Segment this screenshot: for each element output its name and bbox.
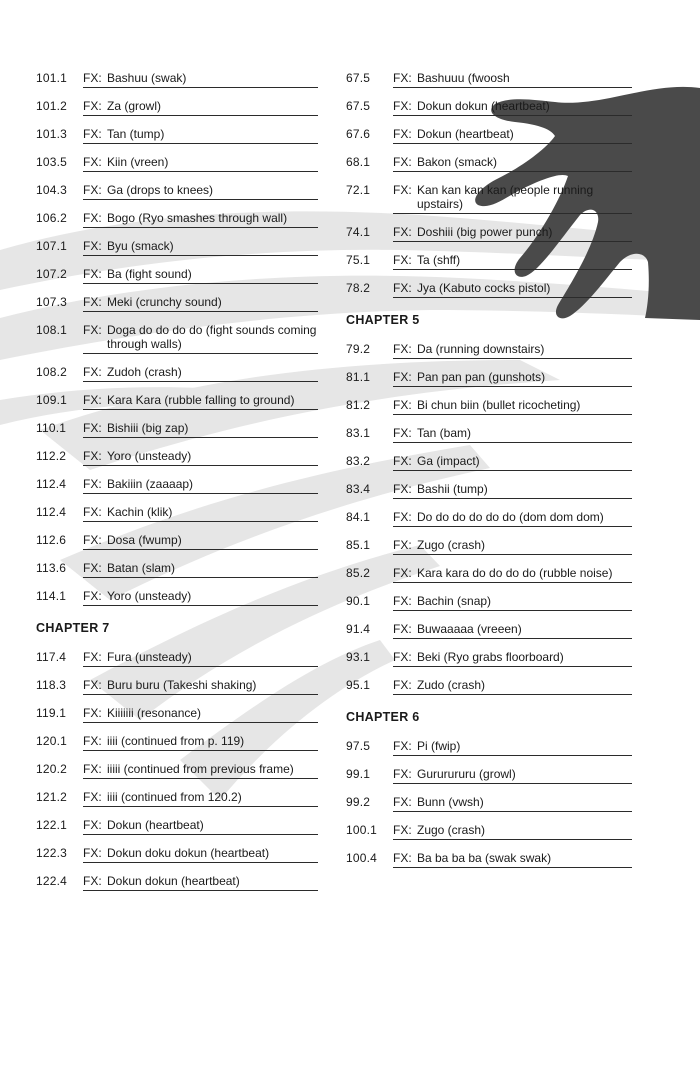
sfx-translation: Zugo (crash) <box>417 538 486 552</box>
page-panel-number: 78.2 <box>346 281 371 295</box>
fx-label: FX: <box>393 71 412 85</box>
sfx-entry <box>346 611 632 639</box>
sfx-entry <box>346 415 632 443</box>
sfx-translation: iiii (continued from p. 119) <box>107 734 245 748</box>
sfx-translation: Yoro (unsteady) <box>107 449 192 463</box>
fx-label: FX: <box>83 393 102 407</box>
fx-label: FX: <box>83 477 102 491</box>
sfx-entry <box>346 387 632 415</box>
sfx-translation: Kachin (klik) <box>107 505 173 519</box>
sfx-translation: Pi (fwip) <box>417 739 461 753</box>
chapter-heading: CHAPTER 5 <box>346 313 420 327</box>
fx-label: FX: <box>393 183 412 197</box>
sfx-translation: Bunn (vwsh) <box>417 795 484 809</box>
fx-label: FX: <box>393 342 412 356</box>
sfx-translation: Bakon (smack) <box>417 155 498 169</box>
sfx-translation: Tan (tump) <box>107 127 165 141</box>
sfx-entry <box>36 312 318 354</box>
sfx-entry <box>346 88 632 116</box>
fx-label: FX: <box>393 594 412 608</box>
page-panel-number: 114.1 <box>36 589 67 603</box>
sfx-translation: Ba (fight sound) <box>107 267 192 281</box>
page-panel-number: 85.2 <box>346 566 371 580</box>
sfx-translation: Beki (Ryo grabs floorboard) <box>417 650 564 664</box>
fx-label: FX: <box>393 155 412 169</box>
fx-label: FX: <box>83 323 102 337</box>
page-panel-number: 107.1 <box>36 239 68 253</box>
fx-label: FX: <box>393 678 412 692</box>
fx-label: FX: <box>393 225 412 239</box>
page-panel-number: 110.1 <box>36 421 67 435</box>
fx-label: FX: <box>83 365 102 379</box>
sfx-entry <box>36 438 318 466</box>
sfx-entry <box>36 284 318 312</box>
sfx-translation: Pan pan pan (gunshots) <box>417 370 546 384</box>
page-panel-number: 79.2 <box>346 342 371 356</box>
fx-label: FX: <box>393 650 412 664</box>
sfx-entry <box>36 723 318 751</box>
sfx-entry <box>36 256 318 284</box>
sfx-translation: Bi chun biin (bullet ricocheting) <box>417 398 581 412</box>
page-panel-number: 81.1 <box>346 370 371 384</box>
fx-label: FX: <box>83 127 102 141</box>
sfx-entry <box>346 527 632 555</box>
sfx-entry <box>346 639 632 667</box>
sfx-translation: Bakiiin (zaaaap) <box>107 477 194 491</box>
page-panel-number: 119.1 <box>36 706 67 720</box>
fx-label: FX: <box>393 426 412 440</box>
page-panel-number: 84.1 <box>346 510 371 524</box>
sfx-translation: Batan (slam) <box>107 561 176 575</box>
sfx-entry <box>346 443 632 471</box>
fx-label: FX: <box>83 818 102 832</box>
sfx-translation: Dokun (heartbeat) <box>417 127 514 141</box>
sfx-entry <box>346 214 632 242</box>
page-panel-number: 122.1 <box>36 818 68 832</box>
page-panel-number: 103.5 <box>36 155 68 169</box>
sfx-entry <box>346 728 632 756</box>
sfx-entry <box>36 667 318 695</box>
sfx-entry <box>346 784 632 812</box>
fx-label: FX: <box>83 505 102 519</box>
sfx-entry <box>36 88 318 116</box>
sfx-entry <box>346 144 632 172</box>
page-panel-number: 72.1 <box>346 183 371 197</box>
page-panel-number: 118.3 <box>36 678 67 692</box>
sfx-translation: Bashuuu (fwoosh <box>417 71 510 85</box>
fx-label: FX: <box>83 706 102 720</box>
sfx-entry <box>36 144 318 172</box>
sfx-translation: Dosa (fwump) <box>107 533 182 547</box>
sfx-translation: Byu (smack) <box>107 239 174 253</box>
page-panel-number: 117.4 <box>36 650 67 664</box>
page-panel-number: 99.2 <box>346 795 371 809</box>
sfx-entry <box>36 116 318 144</box>
sfx-entry <box>36 354 318 382</box>
fx-label: FX: <box>393 510 412 524</box>
fx-label: FX: <box>83 239 102 253</box>
sfx-entry <box>36 807 318 835</box>
fx-label: FX: <box>83 734 102 748</box>
sfx-entry <box>346 840 632 868</box>
sfx-entry <box>346 756 632 784</box>
sfx-entry <box>346 242 632 270</box>
fx-label: FX: <box>393 454 412 468</box>
page-panel-number: 107.3 <box>36 295 68 309</box>
sfx-translation: Kiiiiiii (resonance) <box>107 706 202 720</box>
fx-label: FX: <box>393 482 412 496</box>
sfx-entry <box>346 667 632 695</box>
page-panel-number: 68.1 <box>346 155 371 169</box>
page-panel-number: 122.3 <box>36 846 68 860</box>
sfx-entry <box>36 695 318 723</box>
page-panel-number: 112.6 <box>36 533 67 547</box>
sfx-translation: Meki (crunchy sound) <box>107 295 222 309</box>
sfx-translation: iiii (continued from 120.2) <box>107 790 242 804</box>
page-panel-number: 108.1 <box>36 323 68 337</box>
sfx-translation: Buwaaaaa (vreeen) <box>417 622 522 636</box>
page-panel-number: 101.1 <box>36 71 68 85</box>
fx-label: FX: <box>83 295 102 309</box>
page-panel-number: 108.2 <box>36 365 68 379</box>
sfx-entry <box>346 60 632 88</box>
fx-label: FX: <box>393 127 412 141</box>
sfx-translation: Yoro (unsteady) <box>107 589 192 603</box>
sfx-entry <box>346 331 632 359</box>
page-panel-number: 113.6 <box>36 561 67 575</box>
sfx-entry <box>36 382 318 410</box>
page-panel-number: 122.4 <box>36 874 68 888</box>
sfx-entry <box>36 228 318 256</box>
fx-label: FX: <box>393 851 412 865</box>
sfx-translation: Dokun (heartbeat) <box>107 818 204 832</box>
page-panel-number: 99.1 <box>346 767 371 781</box>
sfx-translation: Ta (shff) <box>417 253 461 267</box>
sfx-entry <box>36 60 318 88</box>
page-panel-number: 100.4 <box>346 851 378 865</box>
fx-label: FX: <box>83 678 102 692</box>
page-panel-number: 91.4 <box>346 622 371 636</box>
chapter-heading: CHAPTER 6 <box>346 710 420 724</box>
fx-label: FX: <box>393 823 412 837</box>
fx-label: FX: <box>83 762 102 776</box>
sfx-entry <box>346 172 632 214</box>
sfx-translation: Zudo (crash) <box>417 678 486 692</box>
sfx-entry <box>36 835 318 863</box>
sfx-translation: Zudoh (crash) <box>107 365 182 379</box>
fx-label: FX: <box>83 650 102 664</box>
page-panel-number: 120.2 <box>36 762 68 776</box>
page-panel-number: 101.2 <box>36 99 68 113</box>
page-panel-number: 93.1 <box>346 650 371 664</box>
fx-label: FX: <box>83 449 102 463</box>
sfx-entry <box>346 812 632 840</box>
sfx-entry <box>346 471 632 499</box>
page-panel-number: 112.2 <box>36 449 67 463</box>
page-panel-number: 97.5 <box>346 739 371 753</box>
sfx-translation: Kara kara do do do do (rubble noise) <box>417 566 613 580</box>
fx-label: FX: <box>83 533 102 547</box>
sfx-entry <box>36 522 318 550</box>
page-panel-number: 104.3 <box>36 183 68 197</box>
sfx-entry <box>36 863 318 891</box>
sfx-translation: Kiin (vreen) <box>107 155 169 169</box>
sfx-translation: Fura (unsteady) <box>107 650 192 664</box>
fx-label: FX: <box>393 370 412 384</box>
sfx-entry <box>36 779 318 807</box>
sfx-translation: Jya (Kabuto cocks pistol) <box>417 281 551 295</box>
fx-label: FX: <box>83 71 102 85</box>
sfx-entry <box>346 270 632 298</box>
fx-label: FX: <box>83 790 102 804</box>
fx-label: FX: <box>393 398 412 412</box>
sfx-translation: Ga (impact) <box>417 454 480 468</box>
sfx-entry <box>36 466 318 494</box>
fx-label: FX: <box>83 421 102 435</box>
page-panel-number: 106.2 <box>36 211 68 225</box>
fx-label: FX: <box>393 566 412 580</box>
sfx-translation: iiiii (continued from previous frame) <box>107 762 294 776</box>
fx-label: FX: <box>393 281 412 295</box>
page-panel-number: 95.1 <box>346 678 371 692</box>
page-panel-number: 81.2 <box>346 398 371 412</box>
sfx-translation: Kara Kara (rubble falling to ground) <box>107 393 295 407</box>
sfx-entry <box>346 583 632 611</box>
fx-label: FX: <box>83 267 102 281</box>
page-panel-number: 83.1 <box>346 426 371 440</box>
sfx-entry <box>346 359 632 387</box>
fx-label: FX: <box>83 99 102 113</box>
chapter-heading: CHAPTER 7 <box>36 621 110 635</box>
fx-label: FX: <box>83 874 102 888</box>
sfx-translation: Kan kan kan kan (people running upstairs) <box>417 183 594 211</box>
page-panel-number: 83.4 <box>346 482 371 496</box>
fx-label: FX: <box>393 538 412 552</box>
sfx-translation: Dokun dokun (heartbeat) <box>107 874 240 888</box>
page-panel-number: 83.2 <box>346 454 371 468</box>
fx-label: FX: <box>83 846 102 860</box>
sfx-translation: Dokun dokun (heartbeat) <box>417 99 550 113</box>
sfx-translation: Gururururu (growl) <box>417 767 516 781</box>
left-column <box>36 60 318 891</box>
sfx-translation: Za (growl) <box>107 99 162 113</box>
fx-label: FX: <box>393 622 412 636</box>
fx-label: FX: <box>393 767 412 781</box>
sfx-translation: Bashuu (swak) <box>107 71 187 85</box>
fx-label: FX: <box>393 253 412 267</box>
sfx-entry <box>36 751 318 779</box>
sfx-translation: Doshiii (big power punch) <box>417 225 553 239</box>
sfx-entry <box>346 116 632 144</box>
fx-label: FX: <box>83 561 102 575</box>
fx-label: FX: <box>83 589 102 603</box>
sfx-entry <box>36 200 318 228</box>
sfx-translation: Da (running downstairs) <box>417 342 545 356</box>
sfx-translation: Bishiii (big zap) <box>107 421 189 435</box>
sfx-translation: Zugo (crash) <box>417 823 486 837</box>
fx-label: FX: <box>393 99 412 113</box>
page-panel-number: 67.5 <box>346 71 371 85</box>
sfx-translation: Buru buru (Takeshi shaking) <box>107 678 257 692</box>
page-panel-number: 120.1 <box>36 734 68 748</box>
sfx-entry <box>346 555 632 583</box>
page-panel-number: 100.1 <box>346 823 378 837</box>
page-panel-number: 107.2 <box>36 267 68 281</box>
fx-label: FX: <box>83 211 102 225</box>
fx-label: FX: <box>393 795 412 809</box>
sfx-translation: Ga (drops to knees) <box>107 183 214 197</box>
sfx-entry <box>36 550 318 578</box>
page-panel-number: 90.1 <box>346 594 371 608</box>
sfx-entry <box>36 172 318 200</box>
fx-label: FX: <box>83 155 102 169</box>
sfx-entry <box>36 410 318 438</box>
sfx-translation: Ba ba ba ba (swak swak) <box>417 851 552 865</box>
sfx-entry <box>36 578 318 606</box>
page-panel-number: 109.1 <box>36 393 68 407</box>
sfx-translation: Bogo (Ryo smashes through wall) <box>107 211 288 225</box>
sfx-translation: Tan (bam) <box>417 426 472 440</box>
page-panel-number: 112.4 <box>36 477 67 491</box>
page-panel-number: 67.5 <box>346 99 371 113</box>
sfx-entry <box>36 494 318 522</box>
sfx-translation: Do do do do do do (dom dom dom) <box>417 510 604 524</box>
fx-label: FX: <box>393 739 412 753</box>
page-panel-number: 101.3 <box>36 127 68 141</box>
page-panel-number: 67.6 <box>346 127 371 141</box>
page-panel-number: 74.1 <box>346 225 371 239</box>
page-panel-number: 75.1 <box>346 253 371 267</box>
page-panel-number: 112.4 <box>36 505 67 519</box>
sfx-entry <box>36 639 318 667</box>
page-panel-number: 85.1 <box>346 538 371 552</box>
sfx-translation: Doga do do do do (fight sounds coming through walls) <box>107 323 317 351</box>
sfx-translation: Bashii (tump) <box>417 482 488 496</box>
sfx-entry <box>346 499 632 527</box>
right-column <box>346 60 632 868</box>
fx-label: FX: <box>83 183 102 197</box>
page-panel-number: 121.2 <box>36 790 68 804</box>
sfx-translation: Bachin (snap) <box>417 594 492 608</box>
sfx-translation: Dokun doku dokun (heartbeat) <box>107 846 270 860</box>
